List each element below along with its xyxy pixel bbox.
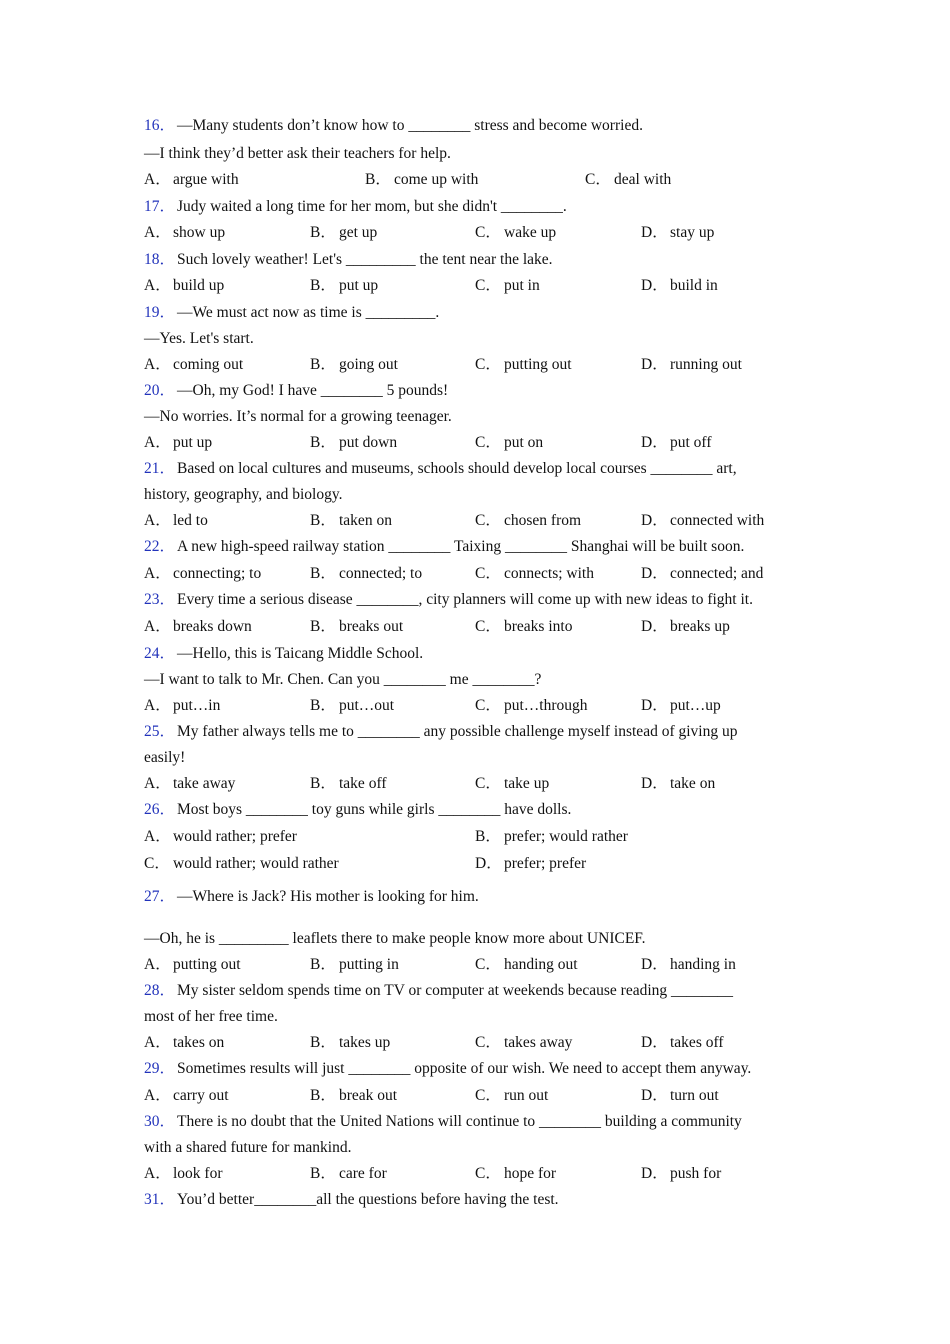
question-number: 25． bbox=[144, 723, 176, 740]
question-text: history, geography, and biology. bbox=[144, 486, 343, 503]
option-letter: C． bbox=[475, 356, 501, 373]
option-text: led to bbox=[173, 512, 208, 529]
option-a[interactable] bbox=[144, 356, 243, 374]
option-text: take off bbox=[339, 775, 387, 792]
question-28-stem-line bbox=[144, 982, 733, 1000]
option-text: come up with bbox=[394, 171, 479, 188]
option-c[interactable] bbox=[475, 565, 594, 583]
option-text: wake up bbox=[504, 224, 557, 241]
question-number: 16． bbox=[144, 117, 176, 134]
option-letter: C． bbox=[475, 434, 501, 451]
question-text: —Oh, my God! I have ________ 5 pounds! bbox=[177, 382, 449, 399]
option-a[interactable] bbox=[144, 171, 239, 189]
option-d[interactable] bbox=[641, 277, 718, 295]
question-text: with a shared future for mankind. bbox=[144, 1139, 352, 1156]
option-letter: B． bbox=[365, 171, 391, 188]
option-c[interactable] bbox=[475, 224, 556, 242]
option-text: get up bbox=[339, 224, 378, 241]
question-text: —We must act now as time is _________. bbox=[177, 304, 440, 321]
question-22-stem-line bbox=[144, 538, 744, 556]
question-text: —Many students don’t know how to ________ stress and become worried. bbox=[177, 117, 643, 134]
question-number: 18． bbox=[144, 251, 176, 268]
option-letter: B． bbox=[310, 775, 336, 792]
question-text: My sister seldom spends time on TV or computer at weekends because reading ________ bbox=[177, 982, 734, 999]
option-letter: A． bbox=[144, 277, 171, 294]
option-text: take away bbox=[173, 775, 236, 792]
option-text: handing in bbox=[670, 956, 736, 973]
option-d[interactable] bbox=[641, 1034, 724, 1052]
option-a[interactable] bbox=[144, 697, 220, 715]
option-letter: D． bbox=[641, 224, 668, 241]
option-d[interactable] bbox=[641, 1087, 719, 1105]
option-b[interactable] bbox=[310, 565, 422, 583]
question-text: You’d better________all the questions before having the test. bbox=[177, 1191, 559, 1208]
option-b[interactable] bbox=[310, 697, 394, 715]
option-letter: D． bbox=[641, 618, 668, 635]
option-b[interactable] bbox=[310, 618, 403, 636]
question-27-stem-line bbox=[144, 888, 479, 906]
option-letter: D． bbox=[641, 356, 668, 373]
option-d[interactable] bbox=[641, 697, 721, 715]
option-text: look for bbox=[173, 1165, 223, 1182]
option-letter: C． bbox=[475, 1087, 501, 1104]
option-d[interactable] bbox=[641, 956, 736, 974]
option-text: turn out bbox=[670, 1087, 719, 1104]
option-text: stay up bbox=[670, 224, 715, 241]
question-text: —No worries. It’s normal for a growing teenager. bbox=[144, 408, 452, 425]
option-letter: B． bbox=[475, 828, 501, 845]
option-letter: C． bbox=[475, 565, 501, 582]
option-letter: C． bbox=[144, 855, 170, 872]
option-text: put…up bbox=[670, 697, 721, 714]
option-letter: B． bbox=[310, 565, 336, 582]
option-text: connecting; to bbox=[173, 565, 262, 582]
option-d[interactable] bbox=[641, 565, 763, 583]
option-letter: B． bbox=[310, 1034, 336, 1051]
question-text: —I want to talk to Mr. Chen. Can you ________ me ________? bbox=[144, 671, 542, 688]
option-text: put off bbox=[670, 434, 712, 451]
option-text: put down bbox=[339, 434, 398, 451]
option-a[interactable] bbox=[144, 277, 224, 295]
option-letter: D． bbox=[641, 1165, 668, 1182]
option-letter: B． bbox=[310, 618, 336, 635]
option-text: takes off bbox=[670, 1034, 724, 1051]
option-a[interactable] bbox=[144, 1034, 224, 1052]
option-text: put in bbox=[504, 277, 540, 294]
question-number: 26． bbox=[144, 801, 176, 818]
question-17-stem-line bbox=[144, 198, 567, 216]
option-c[interactable] bbox=[475, 775, 549, 793]
option-text: show up bbox=[173, 224, 226, 241]
option-letter: C． bbox=[475, 1034, 501, 1051]
option-text: connected; and bbox=[670, 565, 764, 582]
option-b[interactable] bbox=[365, 171, 478, 189]
option-text: connects; with bbox=[504, 565, 594, 582]
option-letter: A． bbox=[144, 956, 171, 973]
option-text: put…out bbox=[339, 697, 395, 714]
question-text: Most boys ________ toy guns while girls ________ have dolls. bbox=[177, 801, 572, 818]
option-text: would rather; prefer bbox=[173, 828, 297, 845]
option-d[interactable] bbox=[641, 1165, 721, 1183]
option-letter: D． bbox=[641, 434, 668, 451]
question-text: There is no doubt that the United Nations will continue to ________ building a community bbox=[177, 1113, 742, 1130]
option-c[interactable] bbox=[585, 171, 671, 189]
option-d[interactable] bbox=[475, 855, 586, 873]
question-27-stem-line bbox=[144, 930, 646, 948]
question-number: 17． bbox=[144, 198, 176, 215]
option-text: chosen from bbox=[504, 512, 582, 529]
option-a[interactable] bbox=[144, 1087, 229, 1105]
question-number: 22． bbox=[144, 538, 176, 555]
option-text: breaks down bbox=[173, 618, 252, 635]
option-c[interactable] bbox=[144, 855, 339, 873]
option-letter: B． bbox=[310, 277, 336, 294]
option-letter: B． bbox=[310, 434, 336, 451]
option-text: prefer; would rather bbox=[504, 828, 628, 845]
option-letter: D． bbox=[475, 855, 502, 872]
question-31-stem-line bbox=[144, 1191, 559, 1209]
option-letter: C． bbox=[475, 956, 501, 973]
option-letter: A． bbox=[144, 775, 171, 792]
option-letter: B． bbox=[310, 1087, 336, 1104]
option-letter: A． bbox=[144, 1165, 171, 1182]
question-20-stem-line bbox=[144, 408, 452, 426]
option-letter: A． bbox=[144, 356, 171, 373]
option-letter: A． bbox=[144, 697, 171, 714]
question-text: —I think they’d better ask their teachers for help. bbox=[144, 145, 451, 162]
option-text: take up bbox=[504, 775, 550, 792]
question-30-stem-line bbox=[144, 1113, 742, 1131]
option-text: connected; to bbox=[339, 565, 423, 582]
option-a[interactable] bbox=[144, 512, 208, 530]
option-letter: C． bbox=[475, 512, 501, 529]
question-23-stem-line bbox=[144, 591, 753, 609]
option-letter: B． bbox=[310, 224, 336, 241]
option-letter: B． bbox=[310, 1165, 336, 1182]
option-a[interactable] bbox=[144, 775, 235, 793]
question-text: Sometimes results will just ________ opposite of our wish. We need to accept them anyway. bbox=[177, 1060, 752, 1077]
option-text: put up bbox=[173, 434, 213, 451]
option-letter: D． bbox=[641, 956, 668, 973]
option-a[interactable] bbox=[144, 828, 297, 846]
question-29-stem-line bbox=[144, 1060, 751, 1078]
option-text: build up bbox=[173, 277, 225, 294]
option-c[interactable] bbox=[475, 1087, 548, 1105]
question-text: My father always tells me to ________ any possible challenge myself instead of giving up bbox=[177, 723, 738, 740]
option-b[interactable] bbox=[310, 356, 398, 374]
option-letter: D． bbox=[641, 1034, 668, 1051]
question-24-stem-line bbox=[144, 671, 541, 689]
option-letter: C． bbox=[475, 618, 501, 635]
option-letter: D． bbox=[641, 565, 668, 582]
option-text: prefer; prefer bbox=[504, 855, 587, 872]
option-c[interactable] bbox=[475, 1034, 572, 1052]
question-text: Such lovely weather! Let's _________ the tent near the lake. bbox=[177, 251, 553, 268]
option-letter: A． bbox=[144, 618, 171, 635]
question-number: 20． bbox=[144, 382, 176, 399]
option-letter: D． bbox=[641, 277, 668, 294]
option-letter: C． bbox=[475, 224, 501, 241]
option-letter: B． bbox=[310, 697, 336, 714]
option-text: takes on bbox=[173, 1034, 225, 1051]
option-letter: A． bbox=[144, 828, 171, 845]
question-text: —Hello, this is Taicang Middle School. bbox=[177, 645, 424, 662]
option-text: would rather; would rather bbox=[173, 855, 339, 872]
option-letter: C． bbox=[475, 277, 501, 294]
option-a[interactable] bbox=[144, 1165, 223, 1183]
question-text: A new high-speed railway station ________ Taixing ________ Shanghai will be built soon. bbox=[177, 538, 745, 555]
option-text: run out bbox=[504, 1087, 549, 1104]
option-letter: D． bbox=[641, 512, 668, 529]
option-text: take on bbox=[670, 775, 716, 792]
option-b[interactable] bbox=[310, 1087, 397, 1105]
option-letter: C． bbox=[475, 697, 501, 714]
question-number: 29． bbox=[144, 1060, 176, 1077]
question-text: easily! bbox=[144, 749, 186, 766]
question-text: Judy waited a long time for her mom, but she didn't ________. bbox=[177, 198, 567, 215]
option-letter: D． bbox=[641, 1087, 668, 1104]
option-b[interactable] bbox=[310, 512, 392, 530]
option-text: taken on bbox=[339, 512, 392, 529]
question-26-stem-line bbox=[144, 801, 571, 819]
question-number: 21． bbox=[144, 460, 176, 477]
option-text: running out bbox=[670, 356, 742, 373]
option-text: care for bbox=[339, 1165, 387, 1182]
question-24-stem-line bbox=[144, 645, 423, 663]
option-text: going out bbox=[339, 356, 398, 373]
option-b[interactable] bbox=[310, 1034, 390, 1052]
question-text: Every time a serious disease ________, city planners will come up with new ideas to fight it. bbox=[177, 591, 753, 608]
question-19-stem-line bbox=[144, 330, 254, 348]
option-letter: A． bbox=[144, 1034, 171, 1051]
option-d[interactable] bbox=[641, 618, 730, 636]
option-letter: A． bbox=[144, 434, 171, 451]
option-text: carry out bbox=[173, 1087, 229, 1104]
option-text: put up bbox=[339, 277, 379, 294]
option-text: putting in bbox=[339, 956, 399, 973]
question-number: 30． bbox=[144, 1113, 176, 1130]
option-text: push for bbox=[670, 1165, 722, 1182]
option-text: putting out bbox=[173, 956, 241, 973]
option-b[interactable] bbox=[475, 828, 628, 846]
option-letter: A． bbox=[144, 512, 171, 529]
question-18-stem-line bbox=[144, 251, 553, 269]
option-d[interactable] bbox=[641, 775, 715, 793]
option-c[interactable] bbox=[475, 512, 581, 530]
option-c[interactable] bbox=[475, 618, 572, 636]
question-text: —Oh, he is _________ leaflets there to make people know more about UNICEF. bbox=[144, 930, 646, 947]
option-text: put…through bbox=[504, 697, 588, 714]
option-a[interactable] bbox=[144, 224, 225, 242]
question-text: —Yes. Let's start. bbox=[144, 330, 254, 347]
option-c[interactable] bbox=[475, 1165, 556, 1183]
option-text: hope for bbox=[504, 1165, 557, 1182]
option-text: takes away bbox=[504, 1034, 573, 1051]
question-text: Based on local cultures and museums, schools should develop local courses ________ art, bbox=[177, 460, 737, 477]
question-19-stem-line bbox=[144, 304, 439, 322]
option-a[interactable] bbox=[144, 434, 212, 452]
option-text: build in bbox=[670, 277, 718, 294]
question-text: —Where is Jack? His mother is looking for him. bbox=[177, 888, 479, 905]
question-text: most of her free time. bbox=[144, 1008, 278, 1025]
option-text: coming out bbox=[173, 356, 244, 373]
option-b[interactable] bbox=[310, 956, 399, 974]
option-c[interactable] bbox=[475, 277, 540, 295]
option-a[interactable] bbox=[144, 956, 241, 974]
option-letter: C． bbox=[475, 1165, 501, 1182]
option-text: breaks into bbox=[504, 618, 573, 635]
option-letter: A． bbox=[144, 224, 171, 241]
option-c[interactable] bbox=[475, 434, 543, 452]
question-number: 24． bbox=[144, 645, 176, 662]
option-text: argue with bbox=[173, 171, 239, 188]
question-21-stem-line bbox=[144, 486, 342, 504]
question-16-stem-line bbox=[144, 117, 643, 135]
option-text: putting out bbox=[504, 356, 572, 373]
question-number: 27． bbox=[144, 888, 176, 905]
question-25-stem-line bbox=[144, 723, 737, 741]
option-c[interactable] bbox=[475, 697, 588, 715]
option-d[interactable] bbox=[641, 224, 714, 242]
option-letter: D． bbox=[641, 697, 668, 714]
option-text: breaks up bbox=[670, 618, 730, 635]
option-d[interactable] bbox=[641, 434, 711, 452]
option-text: break out bbox=[339, 1087, 398, 1104]
option-letter: B． bbox=[310, 356, 336, 373]
question-28-stem-line bbox=[144, 1008, 278, 1026]
question-25-stem-line bbox=[144, 749, 185, 767]
option-c[interactable] bbox=[475, 356, 572, 374]
option-b[interactable] bbox=[310, 277, 378, 295]
option-text: put…in bbox=[173, 697, 221, 714]
option-letter: C． bbox=[585, 171, 611, 188]
option-b[interactable] bbox=[310, 1165, 387, 1183]
option-letter: B． bbox=[310, 512, 336, 529]
option-text: connected with bbox=[670, 512, 765, 529]
option-text: put on bbox=[504, 434, 544, 451]
option-c[interactable] bbox=[475, 956, 578, 974]
option-b[interactable] bbox=[310, 434, 397, 452]
question-21-stem-line bbox=[144, 460, 737, 478]
option-letter: A． bbox=[144, 565, 171, 582]
question-number: 23． bbox=[144, 591, 176, 608]
option-text: takes up bbox=[339, 1034, 391, 1051]
option-text: handing out bbox=[504, 956, 578, 973]
question-20-stem-line bbox=[144, 382, 448, 400]
option-d[interactable] bbox=[641, 356, 742, 374]
option-a[interactable] bbox=[144, 618, 252, 636]
option-d[interactable] bbox=[641, 512, 764, 530]
question-16-stem-line bbox=[144, 145, 451, 163]
option-text: deal with bbox=[614, 171, 672, 188]
option-letter: C． bbox=[475, 775, 501, 792]
option-letter: A． bbox=[144, 171, 171, 188]
option-b[interactable] bbox=[310, 775, 386, 793]
option-text: breaks out bbox=[339, 618, 404, 635]
option-letter: A． bbox=[144, 1087, 171, 1104]
question-number: 31． bbox=[144, 1191, 176, 1208]
question-number: 28． bbox=[144, 982, 176, 999]
question-number: 19． bbox=[144, 304, 176, 321]
option-a[interactable] bbox=[144, 565, 261, 583]
option-letter: B． bbox=[310, 956, 336, 973]
question-30-stem-line bbox=[144, 1139, 351, 1157]
option-b[interactable] bbox=[310, 224, 377, 242]
option-letter: D． bbox=[641, 775, 668, 792]
